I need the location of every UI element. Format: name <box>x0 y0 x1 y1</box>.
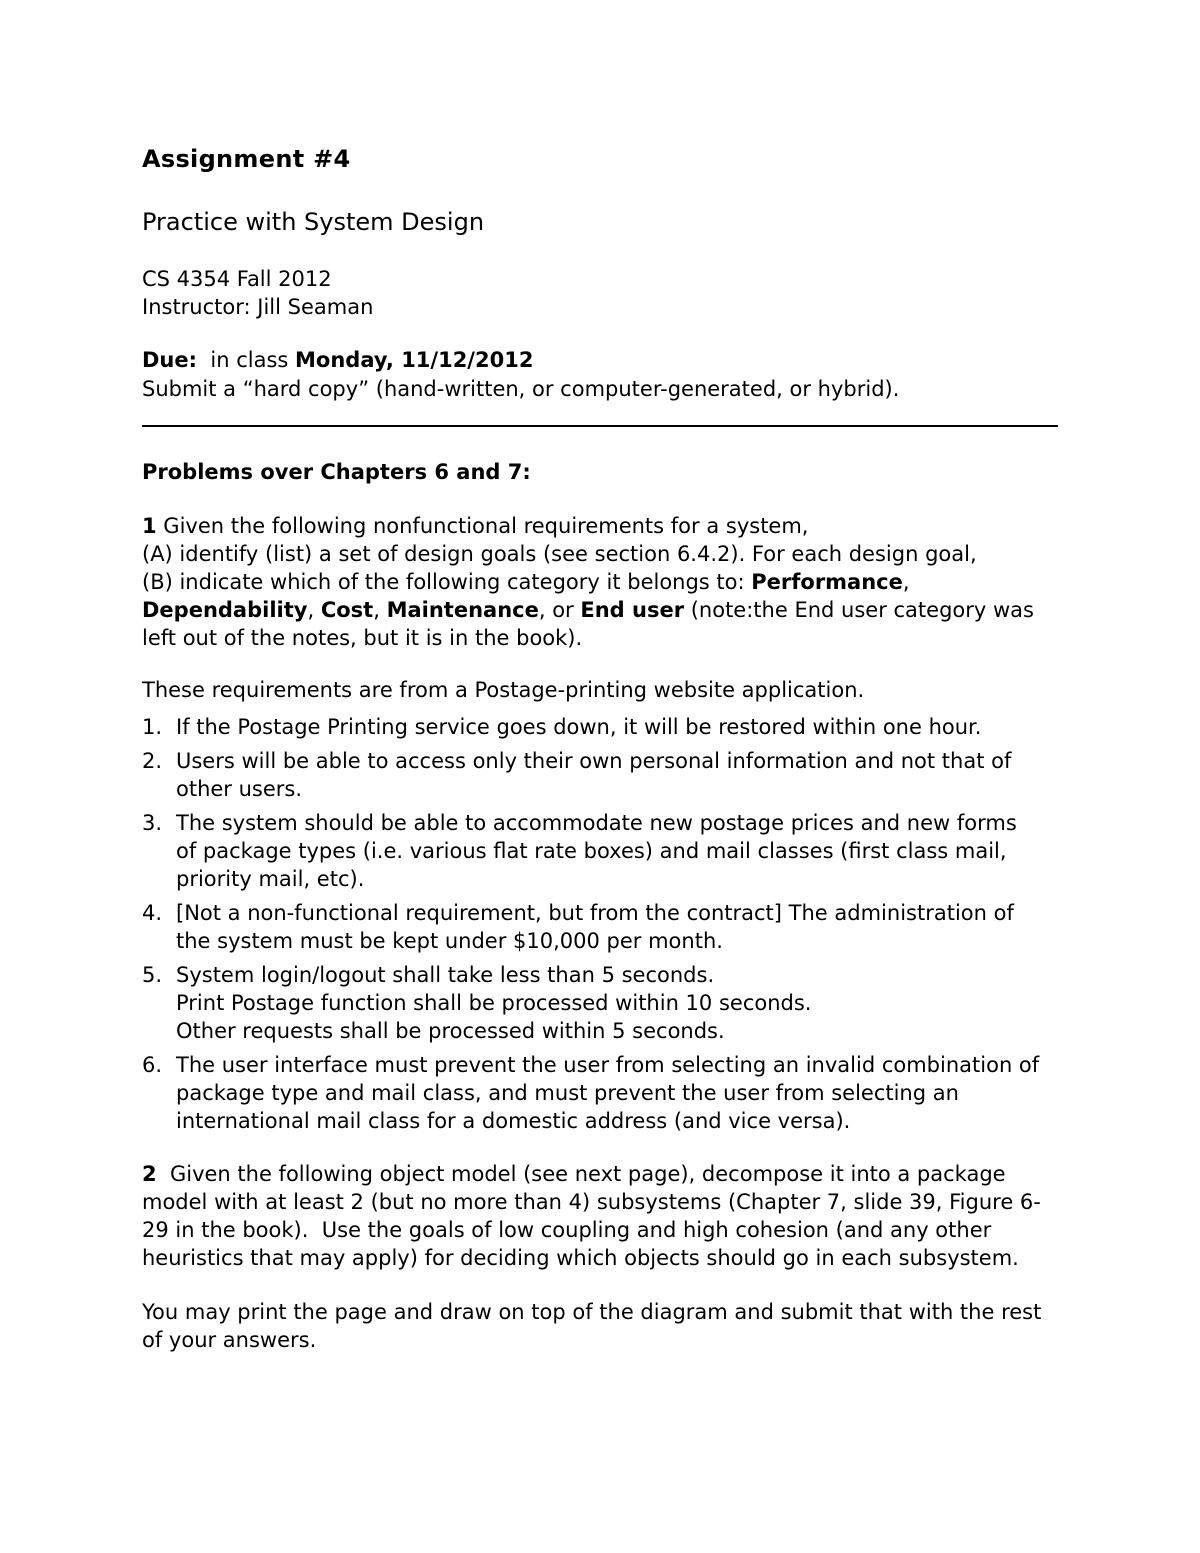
due-label: Due: <box>142 348 198 372</box>
requirement-item <box>142 961 1042 1045</box>
problem-1-line1: 1 Given the following nonfunctional requirements for a system, <box>142 514 809 538</box>
due-date: Monday, 11/12/2012 <box>295 348 534 372</box>
requirement-text: Other requests shall be processed within 5 seconds. <box>176 1019 725 1043</box>
problem-2-text: Given the following object model (see next page), decompose it into a package model with at least 2 (but no more than 4) subsystems (Chapter 7, slide 39, Figure 6-29 in the book). Use the goals of low coupling and high cohesion (and any other heuristics that may apply) for deciding which objects should go in each subsystem. <box>142 1162 1041 1270</box>
requirement-text: Print Postage function shall be processed within 10 seconds. <box>176 991 812 1015</box>
category-performance: Performance <box>751 570 903 594</box>
requirement-number: 6. <box>142 1053 163 1077</box>
requirement-text: [Not a non-functional requirement, but from the contract] The administration of the system must be kept under $10,000 per month. <box>176 901 1014 953</box>
requirement-text: System login/logout shall take less than 5 seconds. <box>176 963 715 987</box>
requirement-item <box>142 1051 1042 1135</box>
problem-1-line2: (A) identify (list) a set of design goals (see section 6.4.2). For each design goal, <box>142 542 977 566</box>
problem-1-categories: (B) indicate which of the following category it belongs to: Performance, Dependability, Cost, Maintenance, or End user (note:the End user category was left out of the notes, but it is in the book). <box>142 570 1034 650</box>
requirement-number: 2. <box>142 749 163 773</box>
requirement-item <box>142 747 1042 803</box>
category-cost: Cost <box>320 598 374 622</box>
requirement-number: 4. <box>142 901 163 925</box>
problem-1-number: 1 <box>142 514 157 538</box>
requirement-text: Users will be able to access only their own personal information and not that of other users. <box>176 749 1012 801</box>
horizontal-rule <box>142 425 1058 427</box>
problem-1 <box>142 512 1047 652</box>
requirement-text: The system should be able to accommodate new postage prices and new forms of package types (i.e. various flat rate boxes) and mail classes (first class mail, priority mail, etc). <box>176 811 1017 891</box>
category-maintenance: Maintenance <box>386 598 539 622</box>
requirement-item <box>142 809 1042 893</box>
requirement-number: 1. <box>142 715 163 739</box>
category-end-user: End user <box>580 598 685 622</box>
section-heading: Problems over Chapters 6 and 7: <box>142 460 531 484</box>
requirements-intro: These requirements are from a Postage-printing website application. <box>142 678 865 702</box>
requirements-list <box>142 713 1042 1141</box>
course-info: CS 4354 Fall 2012 <box>142 267 332 291</box>
assignment-subtitle: Practice with System Design <box>142 208 485 236</box>
instructor-info: Instructor: Jill Seaman <box>142 295 374 319</box>
category-dependability: Dependability <box>142 598 308 622</box>
requirement-text: The user interface must prevent the user from selecting an invalid combination of package type and mail class, and must prevent the user from selecting an international mail class for a domestic address (and vice versa). <box>176 1053 1040 1133</box>
requirement-text: If the Postage Printing service goes down, it will be restored within one hour. <box>176 715 982 739</box>
requirement-item <box>142 899 1042 955</box>
assignment-title: Assignment #4 <box>142 145 351 173</box>
problem-2 <box>142 1160 1047 1272</box>
submit-note: Submit a “hard copy” (hand-written, or computer-generated, or hybrid). <box>142 377 900 401</box>
requirement-number: 3. <box>142 811 163 835</box>
closing-note: You may print the page and draw on top of the diagram and submit that with the rest of your answers. <box>142 1300 1042 1352</box>
due-line <box>142 346 533 374</box>
problem-2-number: 2 <box>142 1162 157 1186</box>
due-mid: in class <box>197 348 296 372</box>
requirement-item <box>142 713 1042 741</box>
requirement-number: 5. <box>142 963 163 987</box>
